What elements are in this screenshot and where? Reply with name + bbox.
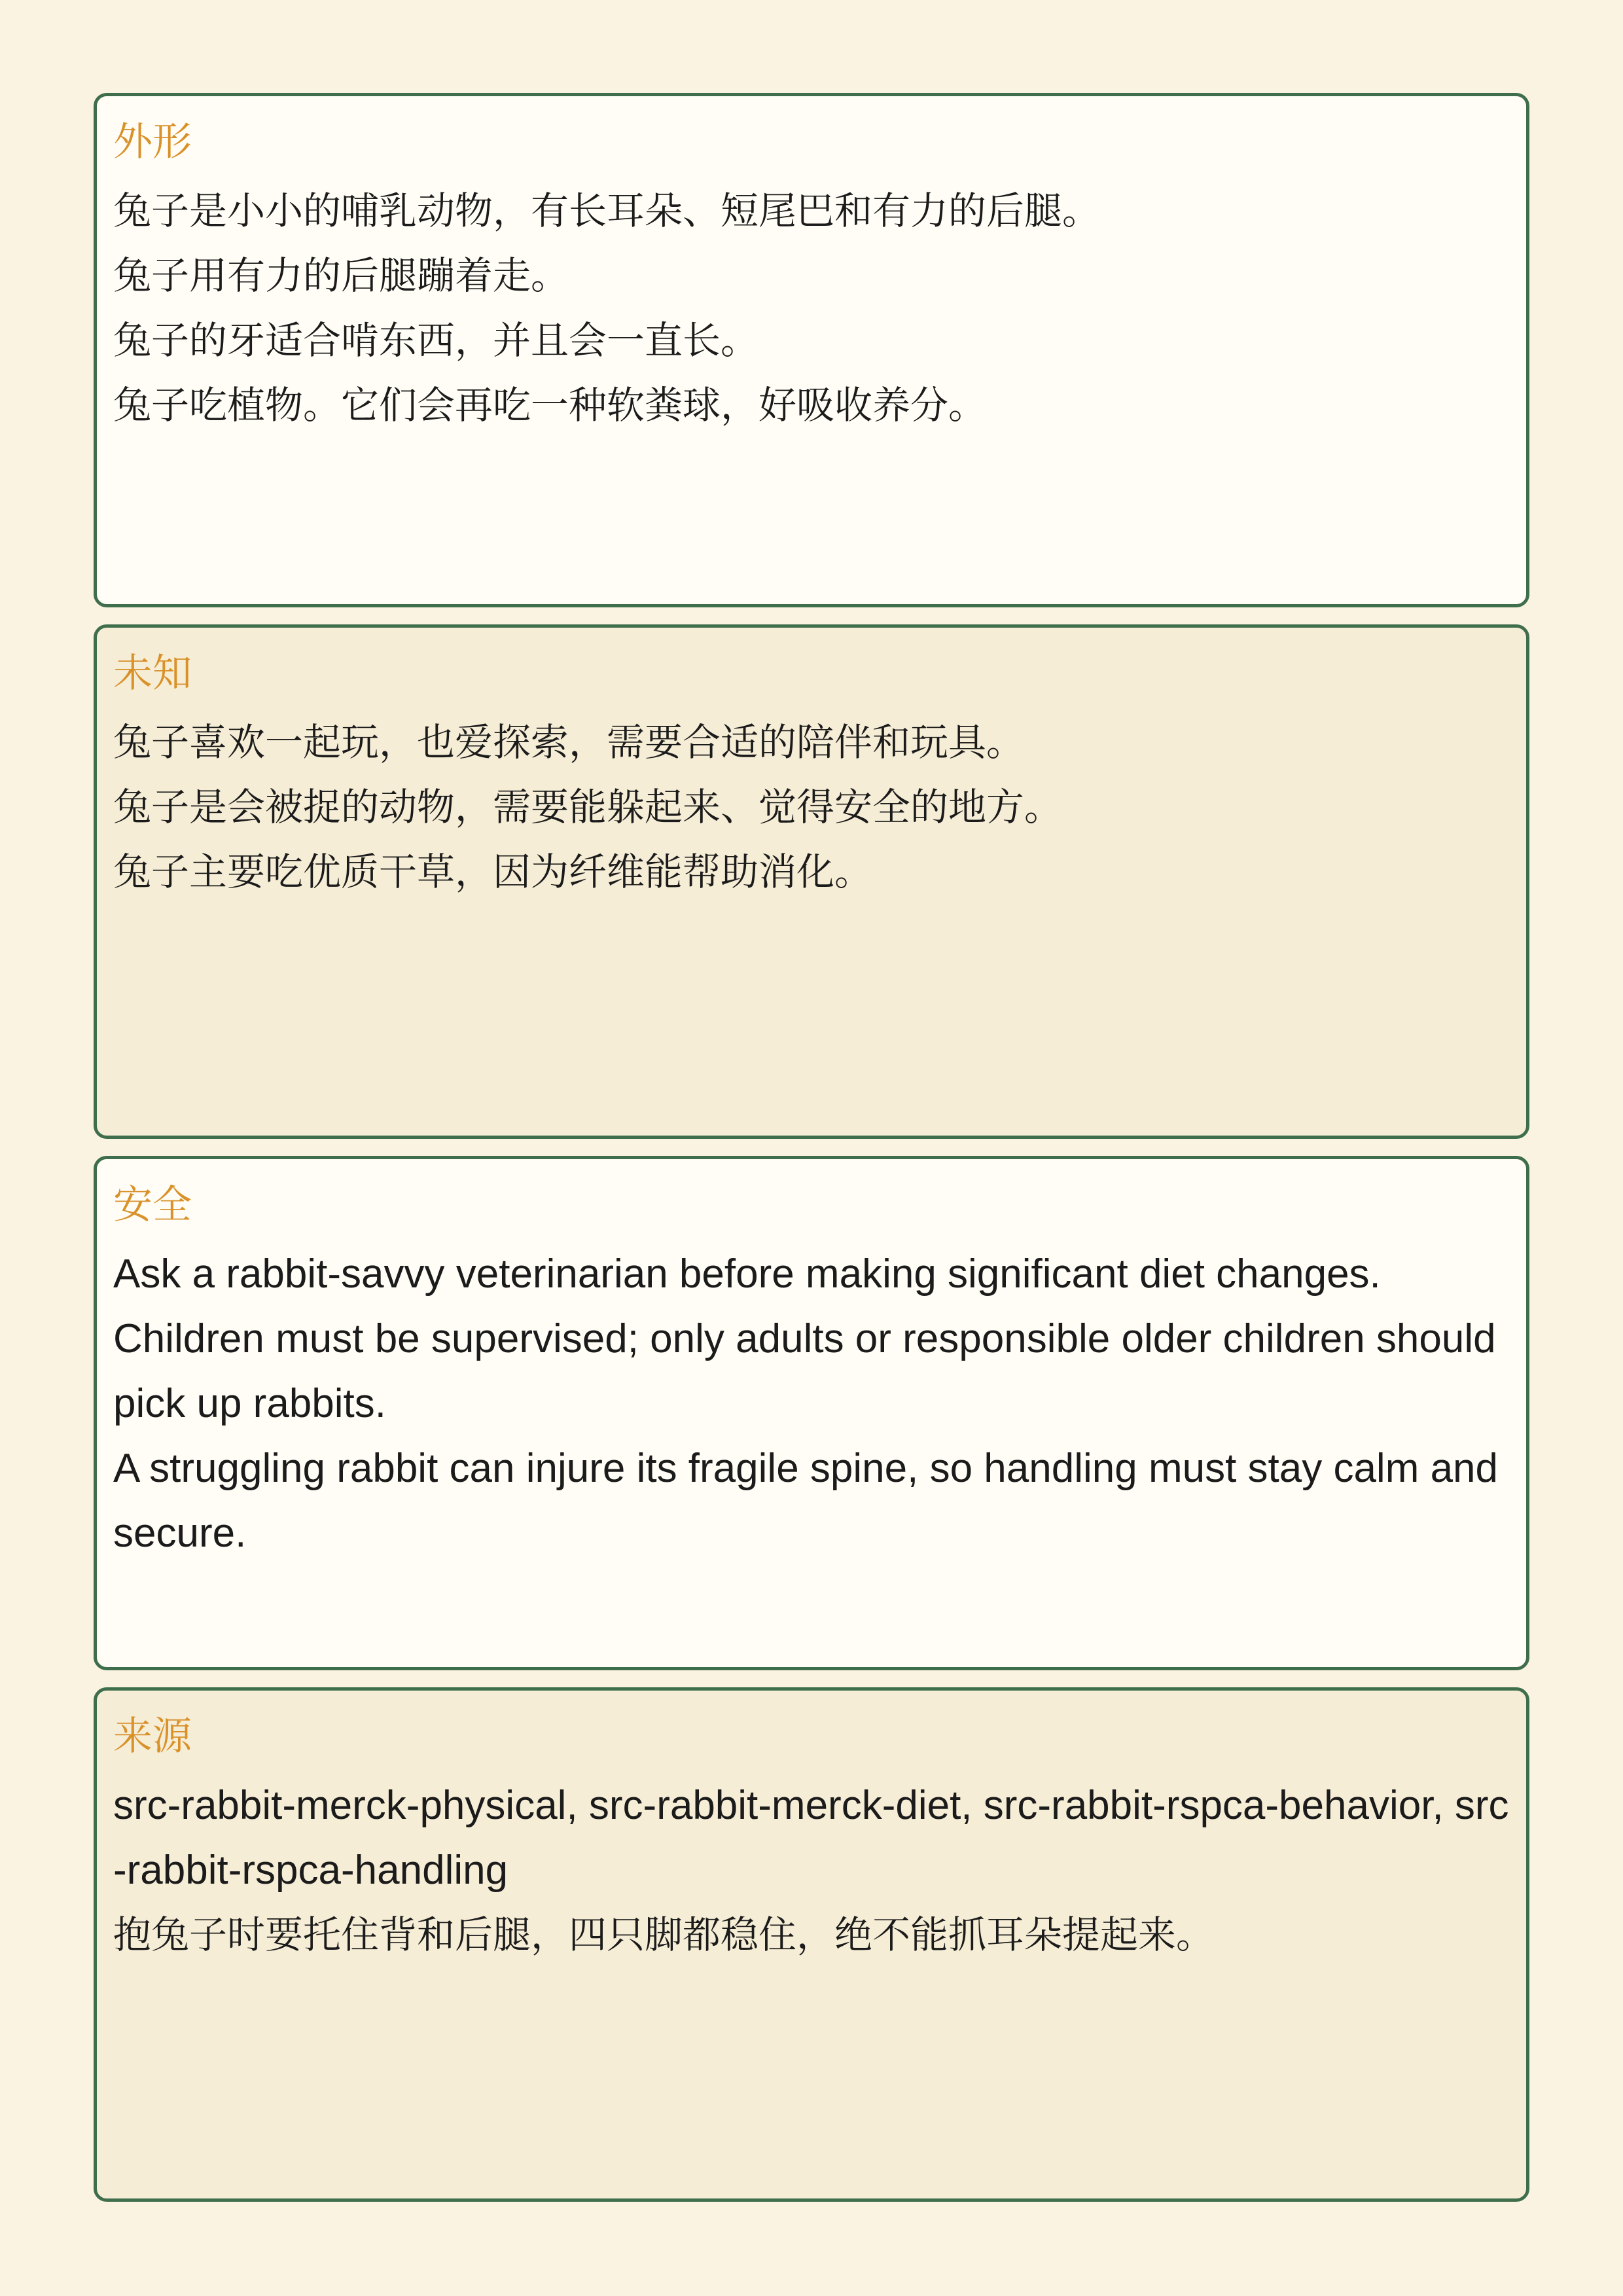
section-line: 兔子是会被捉的动物，需要能躲起来、觉得安全的地方。 [113,785,1063,829]
section-title: 来源 [113,1713,192,1759]
section-card-appearance [94,93,1529,607]
section-title: 外形 [113,119,192,165]
section-title: 未知 [113,651,192,696]
section-line: A struggling rabbit can injure its fragile spine, so handling must stay calm and secure. [113,1446,1499,1556]
section-card-unknown [94,624,1529,1139]
section-line: 兔子喜欢一起玩，也爱探索，需要合适的陪伴和玩具。 [113,720,1025,764]
source-list: src-rabbit-merck-physical, src-rabbit-merck-diet, src-rabbit-rspca-behavior, src-rabbit-rspca-handling [113,1783,1509,1893]
section-line: Children must be supervised; only adults or responsible older children should pick up rabbits. [113,1316,1496,1426]
section-line: 兔子的牙适合啃东西，并且会一直长。 [113,318,759,363]
section-card-safety [94,1156,1529,1670]
section-line: 兔子吃植物。它们会再吃一种软粪球，好吸收养分。 [113,383,987,427]
section-line: 兔子是小小的哺乳动物，有长耳朵、短尾巴和有力的后腿。 [113,188,1101,233]
section-title: 安全 [113,1182,192,1228]
section-line: Ask a rabbit-savvy veterinarian before making significant diet changes. [113,1251,1381,1297]
section-card-sources [94,1687,1529,2202]
section-line: 兔子用有力的后腿蹦着走。 [113,253,569,298]
section-line: 抱兔子时要托住背和后腿，四只脚都稳住，绝不能抓耳朵提起来。 [113,1912,1215,1957]
section-line: 兔子主要吃优质干草，因为纤维能帮助消化。 [113,850,873,894]
